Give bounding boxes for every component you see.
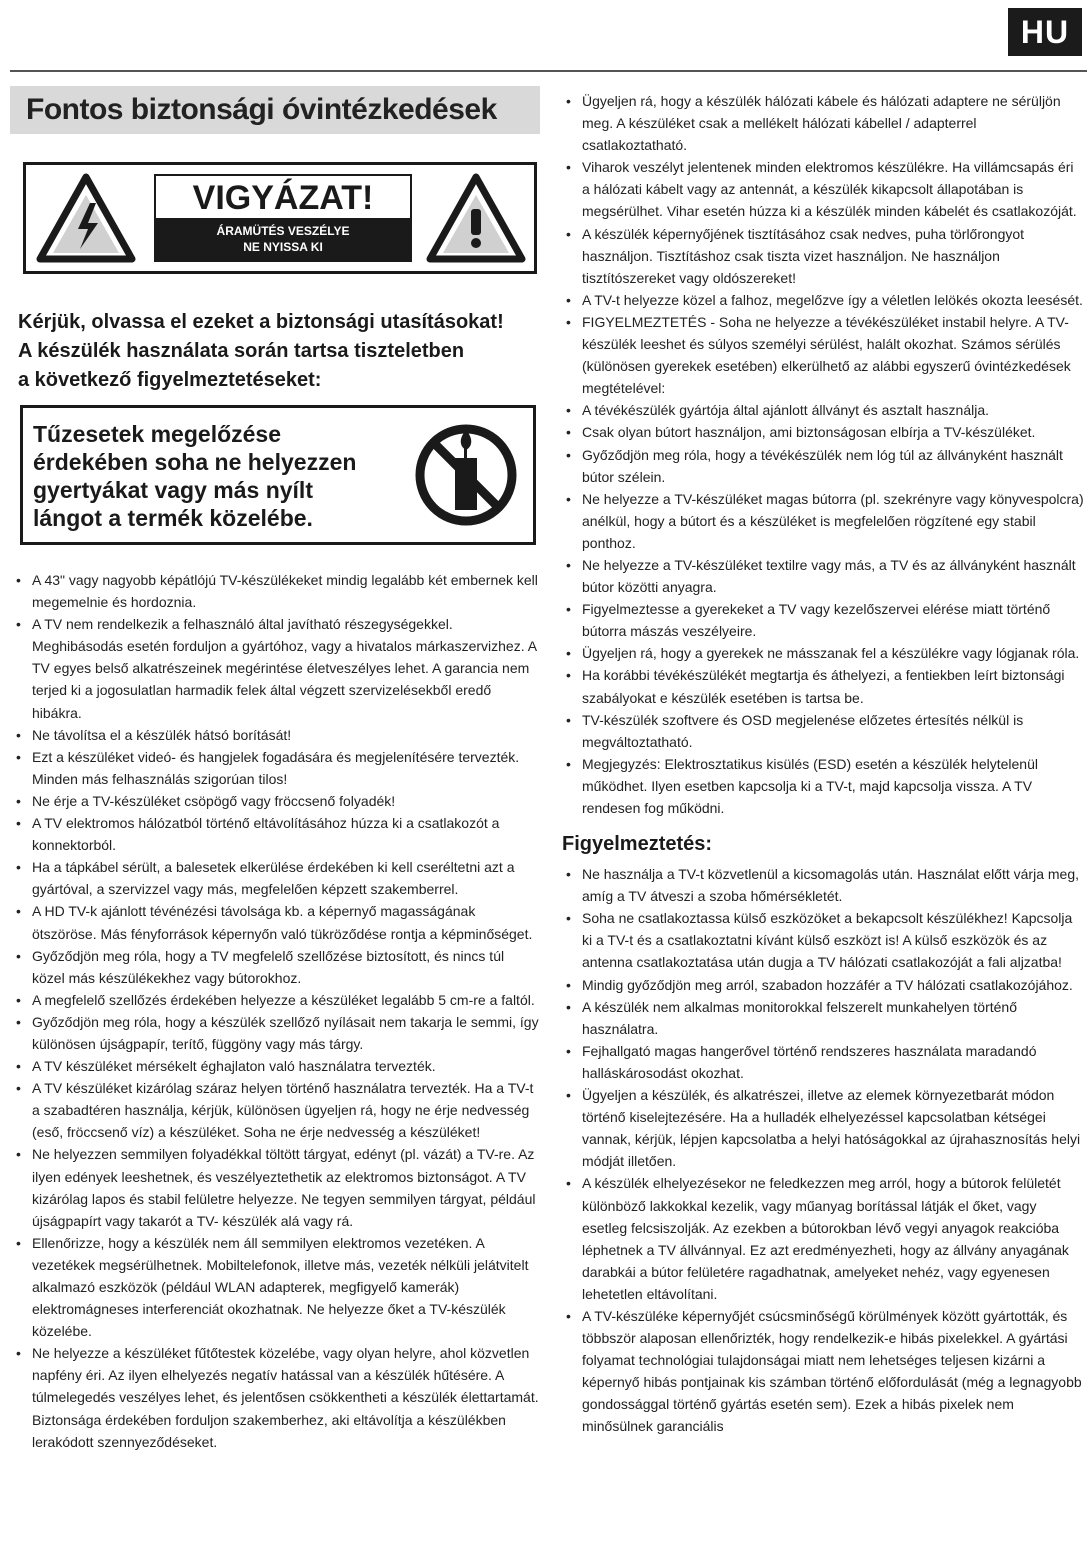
- list-item: • TV-készülék szoftvere és OSD megjelenése előzetes értesítés nélkül is megváltoztatható.: [560, 709, 1084, 753]
- list-item: • Ne helyezze a TV-készüléket magas bútorra (pl. szekrényre vagy könyvespolcra) anélkül, hogy a bútort és a készüléket is megfelelően rögzítené egy stabil ponthoz.: [560, 488, 1084, 554]
- list-item: • Ügyeljen a készülék, és alkatrészei, illetve az elemek környezetbarát módon történő kiselejtezésére. Ha a hulladék elhelyezéssel kapcsolatban kétségei vannak, kérjük, lépjen kapcsolatba a helyi hatóságokkal az újrahasznosítás helyi módját illetően.: [560, 1084, 1084, 1172]
- intro-line: A készülék használata során tartsa tiszteletben: [18, 340, 465, 362]
- list-item: • A TV készüléket mérsékelt éghajlaton való használatra tervezték.: [10, 1055, 540, 1077]
- list-item: • Soha ne csatlakoztassa külső eszközöket a bekapcsolt készülékhez! Kapcsolja ki a TV-t és a csatlakoztatni kívánt külső eszközt is! A külső eszközök és az antenna csatlakoztatása után dugja a TV hálózati csatlakozóját a fali aljzatba!: [560, 907, 1084, 973]
- caution-subtext-line1: ÁRAMÜTÉS VESZÉLYE: [216, 224, 350, 238]
- caution-subtext: [156, 218, 410, 260]
- list-item: • A készülék képernyőjének tisztításához csak nedves, puha törlőrongyot használjon. Tisztításhoz csak tiszta vizet használjon. Ne használjon tisztítószereket vagy oldószereket!: [560, 223, 1084, 289]
- page-title: Fontos biztonsági óvintézkedések: [10, 86, 540, 134]
- fire-warning-line: gyertyákat vagy más nyílt: [33, 477, 313, 503]
- electric-shock-icon: [36, 173, 136, 263]
- list-item: • A megfelelő szellőzés érdekében helyezze a készüléket legalább 5 cm-re a faltól.: [10, 989, 540, 1011]
- language-badge: HU: [1008, 8, 1082, 56]
- list-item: • Viharok veszélyt jelentenek minden elektromos készülékre. Ha villámcsapás éri a hálózati kábelt vagy az antennát, a készülék kikapcsolt állapotában is megsérülhet. Vihar esetén húzza ki a készülék minden kábelét és csatlakozóját.: [560, 156, 1084, 222]
- intro-line: a következő figyelmeztetéseket:: [18, 369, 322, 391]
- list-item: • Ne helyezze a készüléket fűtőtestek közelébe, vagy olyan helyre, ahol közvetlen napfény éri. Az ilyen elhelyezés negatív hatással van a készülék hűtésére. A túlmelegedés veszélyes lehet, és jelentősen csökkentheti a készülék élettartamát. Biztonsága érdekében forduljon szakemberhez, aki eltávolítja a készülékben lerakódott szennyeződéseket.: [10, 1342, 540, 1452]
- caution-headline: VIGYÁZAT!: [192, 179, 374, 217]
- list-item: • Figyelmeztesse a gyerekeket a TV vagy kezelőszervei elérése miatt történő bútorra mászás veszélyeire.: [560, 598, 1084, 642]
- list-item: • Ha korábbi tévékészülékét megtartja és áthelyezi, a fentiekben leírt biztonsági szabályokat e készülék esetében is tartsa be.: [560, 664, 1084, 708]
- right-bullet-list: [560, 90, 1084, 819]
- list-item: • Fejhallgató magas hangerővel történő rendszeres használata maradandó halláskárosodást okozhat.: [560, 1040, 1084, 1084]
- list-item: • Győződjön meg róla, hogy a tévékészülék nem lóg túl az állványként használt bútor szélein.: [560, 444, 1084, 488]
- no-candle-icon: [413, 422, 519, 528]
- list-item: • A TV elektromos hálózatból történő eltávolításához húzza ki a csatlakozót a konnektorból.: [10, 812, 540, 856]
- list-item: • A tévékészülék gyártója által ajánlott állványt és asztalt használja.: [560, 399, 1084, 421]
- list-item: • Mindig győződjön meg arról, szabadon hozzáfér a TV hálózati csatlakozójához.: [560, 974, 1084, 996]
- right-column: [560, 90, 1084, 1438]
- caution-sign: [23, 162, 537, 274]
- list-item: • Ezt a készüléket videó- és hangjelek fogadására és megjelenítésére tervezték. Minden más felhasználás szigorúan tilos!: [10, 746, 540, 790]
- list-item: • Ellenőrizze, hogy a készülék nem áll semmilyen elektromos vezetéken. A vezetékek megsérülhetnek. Mobiltelefonok, illetve más, vezeték nélküli jelátvitelt alkalmazó eszközök (például WLAN adapterek, megfigyelő kamerák) elektromágneses interferenciát okozhatnak. Ne helyezze őket a TV-készülék közelébe.: [10, 1232, 540, 1342]
- list-item: • A készülék nem alkalmas monitorokkal felszerelt munkahelyen történő használatra.: [560, 996, 1084, 1040]
- list-item: • A 43" vagy nagyobb képátlójú TV-készülékeket mindig legalább két embernek kell megemelnie és hordoznia.: [10, 569, 540, 613]
- list-item: • FIGYELMEZTETÉS - Soha ne helyezze a tévékészüléket instabil helyre. A TV-készülék leeshet és súlyos személyi sérülést, halált okozhat. Számos sérülés (különösen gyerekek esetében) elkerülhető az alábbi egyszerű óvintézkedések megtételével:: [560, 311, 1084, 399]
- intro-line: Kérjük, olvassa el ezeket a biztonsági utasításokat!: [18, 311, 504, 333]
- list-item: • Ügyeljen rá, hogy a készülék hálózati kábele és hálózati adaptere ne sérüljön meg. A készüléket csak a mellékelt hálózati kábellel / adapterrel csatlakoztatható.: [560, 90, 1084, 156]
- list-item: • Ne helyezze a TV-készüléket textilre vagy más, a TV és az állványként használt bútor közötti anyagra.: [560, 554, 1084, 598]
- list-item: • Ügyeljen rá, hogy a gyerekek ne másszanak fel a készülékre vagy lógjanak róla.: [560, 642, 1084, 664]
- list-item: • Győződjön meg róla, hogy a készülék szellőző nyílásait nem takarja le semmi, így különösen újságpapír, terítő, függöny vagy más tárgy.: [10, 1011, 540, 1055]
- list-item: • Megjegyzés: Elektrosztatikus kisülés (ESD) esetén a készülék helytelenül működhet. Ilyen esetben kapcsolja ki a TV-t, majd kapcsolja vissza. A TV rendesen fog működni.: [560, 753, 1084, 819]
- header-divider: [10, 70, 1087, 72]
- list-item: • A HD TV-k ajánlott tévénézési távolsága kb. a képernyő magasságának ötszöröse. Más fényforrások képernyőn való tükröződése rontja a képminőséget.: [10, 900, 540, 944]
- left-bullet-list: [10, 569, 540, 1453]
- fire-warning-line: érdekében soha ne helyezzen: [33, 449, 357, 475]
- warning-subheading: Figyelmeztetés:: [562, 833, 713, 856]
- fire-warning-line: lángot a termék közelébe.: [33, 505, 313, 531]
- caution-subtext-line2: NE NYISSA KI: [243, 240, 323, 254]
- list-item: • Ne helyezzen semmilyen folyadékkal töltött tárgyat, edényt (pl. vázát) a TV-re. Az ilyen edények leeshetnek, és veszélyeztethetik az elektromos biztonságot. A TV kizárólag lapos és stabil felületre helyezze. Ne tegyen semmilyen tárgyat, például újságpapírt vagy takarót a TV- készülék alá vagy rá.: [10, 1143, 540, 1231]
- caution-label: [154, 174, 412, 262]
- fire-warning-text: [33, 420, 393, 532]
- list-item: • Csak olyan bútort használjon, ami biztonságosan elbírja a TV-készüléket.: [560, 421, 1084, 443]
- list-item: • Győződjön meg róla, hogy a TV megfelelő szellőzése biztosított, és nincs túl közel más készülékekhez vagy bútorokhoz.: [10, 945, 540, 989]
- exclamation-warning-icon: [426, 173, 526, 263]
- fire-warning-box: [20, 405, 536, 545]
- list-item: • Ne távolítsa el a készülék hátsó borítását!: [10, 724, 540, 746]
- intro-heading: [18, 308, 540, 395]
- left-column: [10, 86, 540, 1453]
- fire-warning-line: Tűzesetek megelőzése: [33, 421, 282, 447]
- list-item: • A TV-készüléke képernyőjét csúcsminőségű körülmények között gyártották, és többször alaposan ellenőrizték, hogy rendelkezik-e hibás pixelekkel. A gyártási folyamat technológiai tulajdonságai miatt nem lehetséges teljesen kizárni a képernyő hibás pontjainak kis számban történő előfordulását (még a legnagyobb gondossággal történő gyártás esetén sem). Ezek a hibás pixelek nem minősülnek garanciális: [560, 1305, 1084, 1438]
- list-item: • A TV nem rendelkezik a felhasználó által javítható részegységekkel. Meghibásodás esetén forduljon a gyártóhoz, vagy a hivatalos márkaszervizhez. A TV egyes belső alkatrészeinek megérintése életveszélyes lehet. A garancia nem terjed ki a jogosulatlan harmadik felek által végzett szervizelésekből eredő hibákra.: [10, 613, 540, 723]
- warning-bullet-list: [560, 863, 1084, 1437]
- list-item: • Ne érje a TV-készüléket csöpögő vagy fröccsenő folyadék!: [10, 790, 540, 812]
- list-item: • A TV készüléket kizárólag száraz helyen történő használatra tervezték. Ha a TV-t a szabadtéren használja, kérjük, különösen ügyeljen rá, hogy ne érje nedvesség (eső, fröccsenő víz) a készüléket. Soha ne érje nedvesség a készüléket!: [10, 1077, 540, 1143]
- list-item: • Ne használja a TV-t közvetlenül a kicsomagolás után. Használat előtt várja meg, amíg a TV átveszi a szoba hőmérsékletét.: [560, 863, 1084, 907]
- list-item: • A TV-t helyezze közel a falhoz, megelőzve így a véletlen lelökés okozta leesését.: [560, 289, 1084, 311]
- list-item: • Ha a tápkábel sérült, a balesetek elkerülése érdekében ki kell cseréltetni azt a gyártóval, a szervizzel vagy más, megfelelően képzett szakemberrel.: [10, 856, 540, 900]
- list-item: • A készülék elhelyezésekor ne feledkezzen meg arról, hogy a bútorok felületét különböző lakkokkal kezelik, vagy műanyag borítással látják el őket, vagy esetleg felcsiszolják. Az ezekben a bútorokban lévő vegyi anyagok reakcióba léphetnek a TV állvánnyal. Ez azt eredményezheti, hogy az állvány anyagának darabkái a bútor felületére ragadhatnak, amelyeket nehéz, vagy egyenesen lehetetlen eltávolítani.: [560, 1172, 1084, 1305]
